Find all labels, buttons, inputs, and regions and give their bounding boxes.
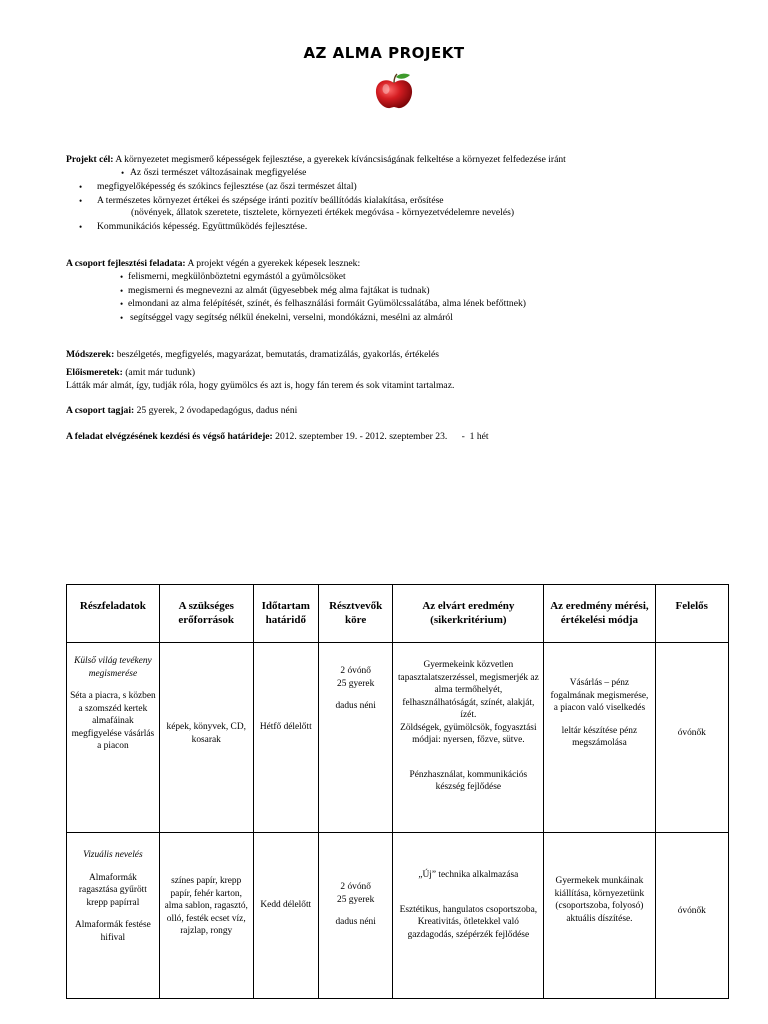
bullet-dot: • [120, 313, 124, 323]
header-cell: A szükséges erőforrások [159, 585, 253, 643]
participants-1: 2 óvónő [340, 666, 371, 676]
participants-1: 2 óvónő [340, 882, 371, 892]
measure-2: leltár készítése pénz megszámolása [561, 725, 638, 748]
participants-3: dadus néni [335, 701, 376, 711]
deadline-text: 2012. szeptember 19. - 2012. szeptember 23. - 1 hét [272, 431, 489, 442]
goal-item: (növények, állatok szeretete, tisztelete, környezeti értékek megóvása - környezetvédelemre nevelés) [131, 207, 515, 218]
participants-3: dadus néni [335, 917, 376, 927]
project-table [66, 584, 729, 999]
participants-2: 25 gyerek [337, 678, 375, 689]
bullet-dot: • [121, 168, 125, 178]
goal-label: Projekt cél: [66, 154, 114, 165]
task-line [66, 258, 360, 270]
bullet-dot: • [120, 272, 124, 282]
header-cell: Résztvevők köre [318, 585, 392, 643]
bullet-dot: • [79, 196, 83, 206]
header-cell: Időtartam határidő [253, 585, 318, 643]
responsible-cell: óvónők [655, 643, 729, 833]
participants-cell [318, 833, 392, 999]
goal-text: A környezetet megismerő képességek fejlesztése, a gyerekek kíváncsiságának felkeltése a környezet felfedezése iránt [113, 154, 566, 165]
responsible-cell: óvónők [655, 833, 729, 999]
goal-item: Az őszi természet változásainak megfigyelése [130, 167, 307, 178]
goal-item: Kommunikációs képesség. Együttműködés fejlesztése. [97, 221, 308, 232]
task-text: Séta a piacra, s közben a szomszéd kertek almafáinak megfigyelése vásárlás a piacon [70, 691, 156, 751]
table-row [67, 643, 729, 833]
apple-image [374, 72, 414, 110]
participants-2: 25 gyerek [337, 894, 375, 905]
prior-line [66, 367, 195, 379]
methods-line [66, 349, 439, 361]
task-title: Külső világ tevékeny megismerése [74, 656, 152, 679]
bullet-dot: • [79, 182, 83, 192]
measure-1: Vásárlás – pénz fogalmának megismerése, a piacon való viselkedés [550, 678, 649, 713]
task-cell [67, 643, 160, 833]
resources-cell: színes papír, krepp papír, fehér karton, alma sablon, ragasztó, olló, festék ecset víz, rajzlap, rongy [159, 833, 253, 999]
prior-text: (amit már tudunk) [122, 367, 196, 378]
result-1: „Új” technika alkalmazása [418, 870, 519, 880]
time-cell: Kedd délelőtt [253, 833, 318, 999]
page-title: AZ ALMA PROJEKT [303, 44, 465, 62]
goal-item: megfigyelőképesség és szókincs fejlesztése (az őszi természet által) [97, 181, 357, 192]
goal-item: A természetes környezet értékei és szépsége iránti pozitív beállítódás kialakítása, erősítése [97, 195, 444, 206]
header-cell: Az eredmény mérési, értékelési módja [544, 585, 655, 643]
task-item: elmondani az alma felépítését, színét, és felhasználási formáit Gyümölcssalátába, alma lének befőttnek) [128, 298, 526, 309]
prior-label: Előismeretek: [66, 367, 123, 378]
task-label: A csoport fejlesztési feladata: [66, 258, 186, 269]
time-cell: Hétfő délelőtt [253, 643, 318, 833]
result-2: Zöldségek, gyümölcsök, fogyasztási módjai: nyersen, főzve, sütve. [400, 722, 537, 745]
result-3: Kreativitás, ötletekkel való gazdagodás, szépérzék fejlődése [407, 917, 530, 940]
task-item: megismerni és megnevezni az almát (ügyesebbek még alma fajtákat is tudnak) [128, 285, 430, 296]
task-cell [67, 833, 160, 999]
methods-label: Módszerek: [66, 349, 115, 360]
bullet-dot: • [120, 286, 124, 296]
table-row [67, 833, 729, 999]
result-cell [393, 833, 544, 999]
measure-cell [544, 643, 655, 833]
header-cell: Felelős [655, 585, 729, 643]
task-text: A projekt végén a gyerekek képesek lesznek: [185, 258, 361, 269]
prior-text-2: Látták már almát, így, tudják róla, hogy gyümölcs és azt is, hogy fán terem és sok vitamint tartalmaz. [66, 380, 455, 391]
deadline-label: A feladat elvégzésének kezdési és végső határideje: [66, 431, 273, 442]
task-text: Almaformák ragasztása gyűrött krepp papírral [78, 872, 147, 908]
members-label: A csoport tagjai: [66, 405, 135, 416]
table-header-row [67, 585, 729, 643]
deadline-line [66, 431, 489, 443]
task-title: Vizuális nevelés [83, 850, 143, 860]
goal-line [66, 154, 566, 166]
result-3: Pénzhasználat, kommunikációs készség fejlődése [409, 769, 528, 792]
bullet-dot: • [120, 299, 124, 309]
bullet-dot: • [79, 222, 83, 232]
task-item: felismerni, megkülönböztetni egymástól a gyümölcsöket [128, 271, 346, 282]
participants-cell [318, 643, 392, 833]
header-cell: Az elvárt eredmény (sikerkritérium) [393, 585, 544, 643]
task-item: segítséggel vagy segítség nélkül énekelni, verselni, mondókázni, mesélni az almáról [130, 312, 453, 323]
members-line [66, 405, 297, 417]
measure-cell: Gyermekek munkáinak kiállítása, környezetünk (csoportszoba, folyosó) aktuális díszítése. [544, 833, 655, 999]
task-text-2: Almaformák festése hifival [75, 920, 151, 943]
header-cell: Részfeladatok [67, 585, 160, 643]
result-cell [393, 643, 544, 833]
resources-cell: képek, könyvek, CD, kosarak [159, 643, 253, 833]
methods-text: beszélgetés, megfigyelés, magyarázat, bemutatás, dramatizálás, gyakorlás, értékelés [114, 349, 440, 360]
members-text: 25 gyerek, 2 óvodapedagógus, dadus néni [134, 405, 298, 416]
result-2: Esztétikus, hangulatos csoportszoba, [399, 904, 538, 915]
result-1: Gyermekeink közvetlen tapasztalatszerzéssel, megismerjék az alma termőhelyét, felhasználhatóságát, színét, alakját, ízét. [397, 660, 539, 720]
